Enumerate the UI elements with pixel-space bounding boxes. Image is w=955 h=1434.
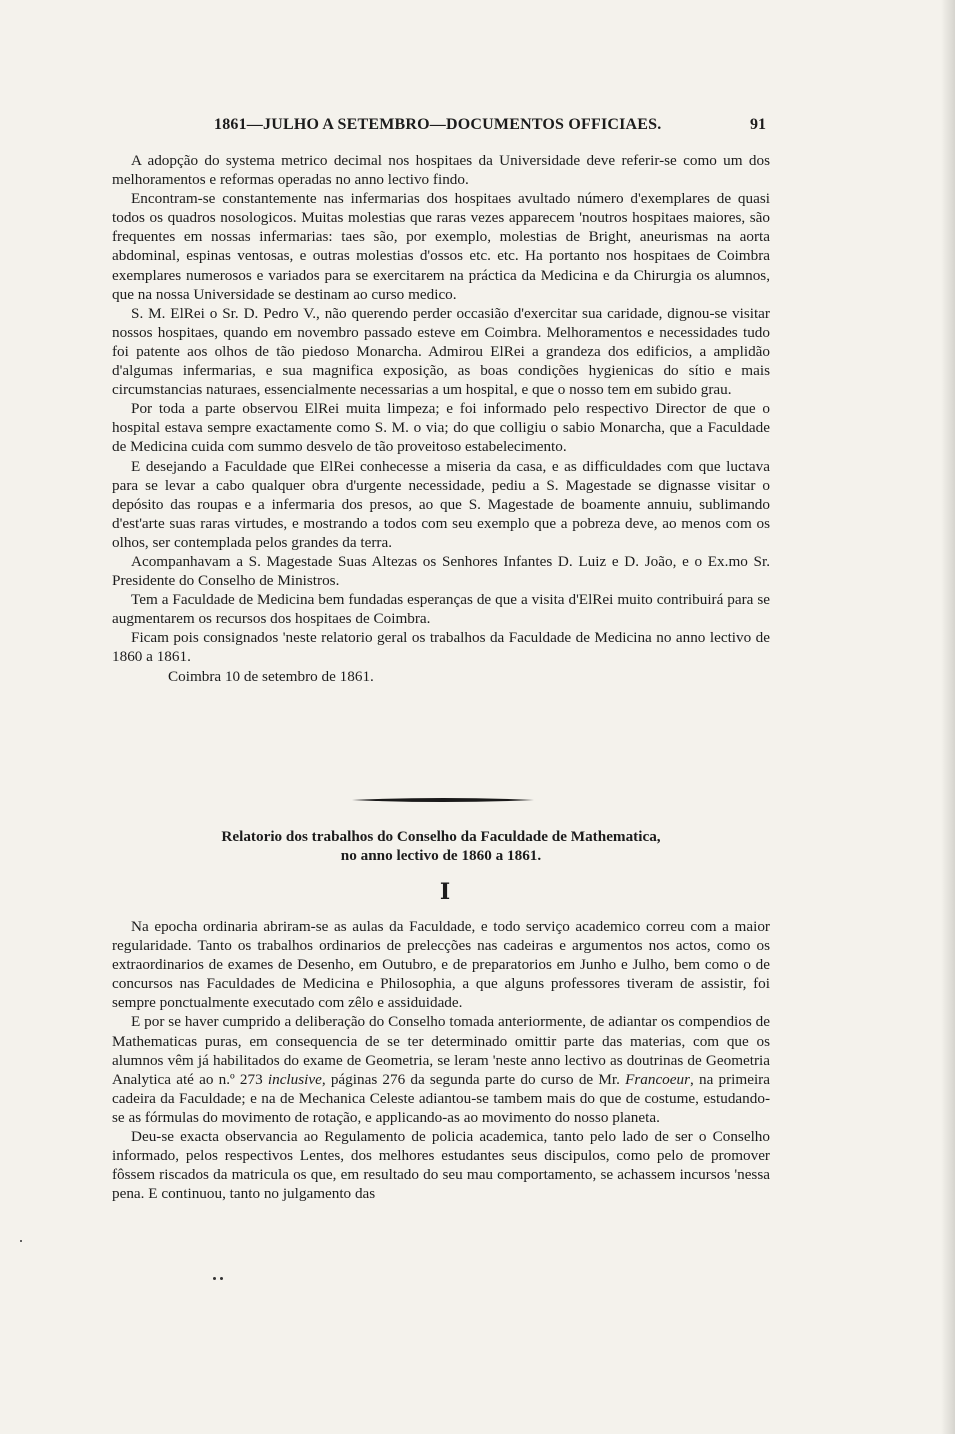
ink-speck	[220, 1277, 223, 1280]
section-divider-rule	[352, 797, 534, 803]
paragraph: Acompanhavam a S. Magestade Suas Altezas os Senhores Infantes D. Luiz e D. João, e o Ex.mo Sr. Presidente do Conselho de Ministros.	[112, 552, 770, 590]
text-run: , na primeira cadeira da Faculdade; e na de Mechanica Celeste adiantou-se tambem mais do que de costume, estudando-se as fórmulas do movimento de rotação, e applicando-as ao movimento do nosso planeta.	[112, 1070, 770, 1126]
dateline: Coimbra 10 de setembro de 1861.	[168, 667, 374, 685]
paragraph: Ficam pois consignados 'neste relatorio geral os trabalhos da Faculdade de Medicina no anno lectivo de 1860 a 1861.	[112, 629, 770, 666]
medicine-report-conclusion	[112, 151, 770, 686]
paragraph: Por toda a parte observou ElRei muita limpeza; e foi informado pelo respectivo Director de que o hospital estava sempre exactamente como S. M. o via; do que colligiu o sabio Monarcha, que a Faculdade de Medicina cuida com summo desvelo de tão proveitoso estabelecimento.	[112, 400, 770, 456]
page-header	[112, 116, 772, 138]
ink-speck	[213, 1277, 216, 1280]
ornamental-rule-icon	[352, 797, 534, 803]
paragraph: Na epocha ordinaria abriram-se as aulas da Faculdade, e todo serviço academico correu com a maior regularidade. Tanto os trabalhos ordinarios de prelecções nas cadeiras e argumentos nos actos, como os extraordinarios de exames de Desenho, em Outubro, e de preparatorios em Junho e Julho, bem como o de concursos nas Faculdades de Medicina e Philosophia, a que alguns professores tiveram de assistir, foi sempre ponctualmente executado com zêlo e assiduidade.	[112, 918, 770, 1012]
section-number: I	[439, 879, 451, 905]
text-run: , páginas 276 da segunda parte do curso de Mr.	[321, 1070, 626, 1088]
paragraph: S. M. ElRei o Sr. D. Pedro V., não querendo perder occasião d'exercitar sua caridade, dignou-se visitar nossos hospitaes, quando em novembro passado esteve em Coimbra. Melhoramentos e necessidades tudo foi patente aos olhos de tão piedoso Monarcha. Admirou ElRei a grandeza dos edificios, a amplidão d'algumas infermarias, e sua magnifica exposição, as boas condições hygienicas do sítio e mais circumstancias naturaes, essencialmente necessarias a um hospital, e que o nosso tem em subido grau.	[112, 304, 770, 399]
section-heading-line-1: Relatorio dos trabalhos do Conselho da Faculdade de Mathematica,	[221, 828, 661, 845]
paragraph	[112, 1012, 770, 1127]
section-heading	[112, 827, 770, 865]
paragraph: A adopção do systema metrico decimal nos hospitaes da Universidade deve referir-se como um dos melhoramentos e reformas operadas no anno lectivo findo.	[112, 152, 770, 189]
page-number: 91	[750, 116, 766, 133]
paragraph: E desejando a Faculdade que ElRei conhecesse a miseria da casa, e as difficuldades com que luctava para se levar a cabo qualquer obra d'urgente necessidade, pediu a S. Magestade se dignasse visitar o depósito das roupas e a infermaria dos presos, ao que S. Magestade de boamente annuiu, sublimando d'est'arte suas raras virtudes, e mostrando a todos com seu exemplo que a pobreza deve, ao menos com os olhos, ser contemplada pelos grandes da terra.	[112, 457, 770, 551]
mathematics-report-body	[112, 917, 770, 1203]
paragraph: Encontram-se constantemente nas infermarias dos hospitaes avultado número d'exemplares de quasi todos os quadros nosologicos. Muitas molestias que raras vezes apparecem 'noutros hospitaes maiores, são frequentes em nossas infermarias: taes são, por exemplo, molestias de Bright, aneurismas na aorta abdominal, espinas ventosas, e outras molestias d'ossos etc. etc. Ha portanto nos hospitaes de Coimbra exemplares numerosos e variados para se exercitarem na práctica da Medicina e da Chirurgia os alumnos, que na nossa Universidade se destinam ao curso medico.	[112, 190, 770, 303]
italic-run: inclusive	[267, 1070, 322, 1088]
paragraph: Deu-se exacta observancia ao Regulamento de policia academica, tanto pelo lado de ser o Conselho informado, pelos respectivos Lentes, dos melhores estudantes seus discipulos, como pelo de promover fôssem riscados da matricula os que, em resultado do seu mau comportamento, se achassem incursos 'nessa pena. E continuou, tanto no julgamento das	[112, 1128, 770, 1203]
text-run: E por se haver cumprido a deliberação do Conselho tomada anteriormente, de adiantar os compendios de Mathematicas puras, em consequencia de se ter determinado omittir parte das materias, com que os alumnos vêm já habilitados do exame de Geometria, se leram 'neste anno lectivo as doutrinas de Geometria Analytica até ao n.º 273	[112, 1013, 770, 1088]
scan-shadow-edge	[941, 0, 955, 1434]
section-heading-line-2: no anno lectivo de 1860 a 1861.	[340, 847, 542, 864]
running-title: 1861—JULHO A SETEMBRO—DOCUMENTOS OFFICIAES.	[214, 116, 662, 133]
ink-speck	[20, 1240, 22, 1242]
italic-run: Francoeur	[625, 1070, 691, 1088]
paragraph: Tem a Faculdade de Medicina bem fundadas esperanças de que a visita d'ElRei muito contribuirá para se augmentarem os recursos dos hospitaes de Coimbra.	[112, 591, 770, 628]
